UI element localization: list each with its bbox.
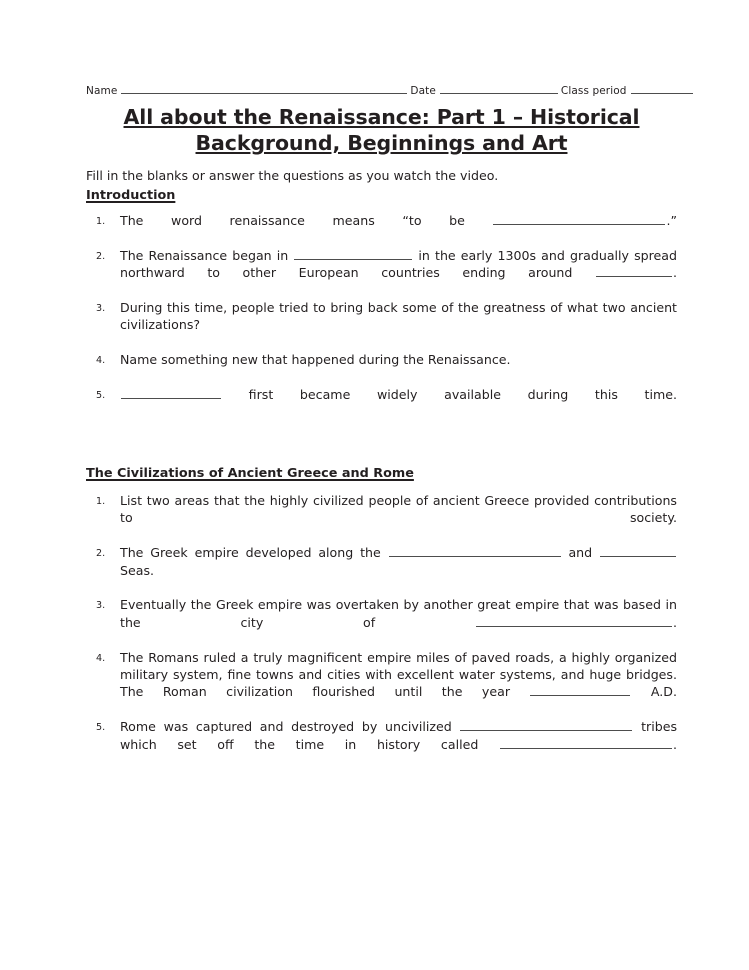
question-item: [86, 299, 677, 351]
name-label: Name: [86, 85, 118, 97]
question-text: [120, 718, 677, 770]
question-item: [86, 544, 677, 596]
question-number: 3.: [96, 600, 106, 612]
question-number: 4.: [96, 652, 106, 664]
answer-blank[interactable]: [493, 213, 665, 225]
question-list-civilizations: [86, 492, 677, 771]
question-text-run: in the early 1300s and gradually spread northward to other European countries ending around: [120, 247, 677, 281]
question-text-run: Name something new that happened during the Renaissance.: [120, 352, 511, 368]
question-text-run: .”: [666, 213, 677, 228]
question-number: 2.: [96, 250, 106, 262]
section-heading-wrap: [86, 184, 677, 205]
question-number: 5.: [96, 722, 106, 734]
question-item: [86, 212, 677, 247]
question-text: [120, 492, 677, 544]
question-text-run: and: [561, 545, 600, 561]
answer-blank[interactable]: [476, 615, 672, 627]
question-text: [120, 299, 677, 351]
question-text-run: first became widely available during this time.: [222, 387, 677, 403]
question-number: 2.: [96, 548, 106, 560]
question-number: 5.: [96, 390, 106, 402]
question-text-run: List two areas that the highly civilized people of ancient Greece provided contributions to society.: [120, 492, 677, 526]
date-blank-line[interactable]: [440, 84, 558, 94]
question-text-run: Eventually the Greek empire was overtaken by another great empire that was based in the city of: [120, 597, 677, 630]
question-text: [120, 544, 677, 596]
section-heading-introduction: Introduction: [86, 188, 176, 203]
question-text: [120, 247, 677, 299]
question-item: [86, 492, 677, 544]
question-list-introduction: [86, 212, 677, 421]
section-heading-civilizations: The Civilizations of Ancient Greece and Rome: [86, 465, 414, 481]
answer-blank[interactable]: [600, 545, 676, 557]
answer-blank[interactable]: [596, 265, 672, 277]
question-text-run: The Renaissance began in: [120, 247, 294, 263]
question-item: [86, 386, 677, 421]
question-text-run: The word renaissance means “to be: [120, 213, 493, 228]
question-text: [120, 212, 677, 247]
question-item: [86, 649, 677, 719]
question-number: 1.: [96, 495, 106, 507]
page-title-line-2: Background, Beginnings and Art: [195, 131, 568, 155]
answer-blank[interactable]: [294, 248, 412, 260]
question-text-run: The Romans ruled a truly magnificent empire miles of paved roads, a highly organized military system, fine towns and cities with excellent water systems, and huge bridges. The Roman civilization flourished until the year: [120, 649, 677, 700]
question-text-run: Seas.: [120, 562, 155, 578]
answer-blank[interactable]: [389, 545, 561, 557]
question-text-run: .: [672, 736, 677, 752]
question-text-run: During this time, people tried to bring back some of the greatness of what two ancient civilizations?: [120, 300, 677, 333]
page-title-line-1: All about the Renaissance: Part 1 – Historical: [123, 105, 640, 129]
section-introduction: [86, 184, 677, 421]
question-text-run: The Greek empire developed along the: [120, 545, 388, 561]
question-text: [120, 386, 677, 421]
question-text: [120, 351, 677, 386]
class-period-blank-line[interactable]: [631, 84, 693, 94]
question-number: 3.: [96, 303, 106, 315]
question-text-run: tribes which set off the time in history called: [120, 719, 677, 752]
answer-blank[interactable]: [460, 719, 632, 731]
question-item: [86, 596, 677, 648]
section-civilizations: [86, 421, 677, 771]
answer-blank[interactable]: [121, 387, 221, 399]
question-text: [120, 649, 677, 719]
question-text-run: .: [672, 265, 677, 281]
question-text: [120, 596, 677, 648]
name-blank-line[interactable]: [121, 84, 407, 94]
answer-blank[interactable]: [500, 737, 672, 749]
instructions-text: Fill in the blanks or answer the questions as you watch the video.: [86, 168, 499, 183]
date-label: Date: [410, 85, 436, 97]
student-info-line: [86, 84, 677, 98]
answer-blank[interactable]: [530, 684, 630, 696]
question-text-run: Rome was captured and destroyed by uncivilized: [120, 719, 460, 735]
page-title: [86, 104, 677, 156]
question-item: [86, 247, 677, 299]
section-heading-wrap: [86, 421, 677, 483]
question-text-run: A.D.: [631, 684, 677, 700]
class-period-label: Class period: [560, 85, 627, 97]
question-item: [86, 351, 677, 386]
question-number: 4.: [96, 355, 106, 367]
question-item: [86, 718, 677, 770]
question-text-run: .: [672, 614, 677, 630]
question-number: 1.: [96, 216, 106, 227]
